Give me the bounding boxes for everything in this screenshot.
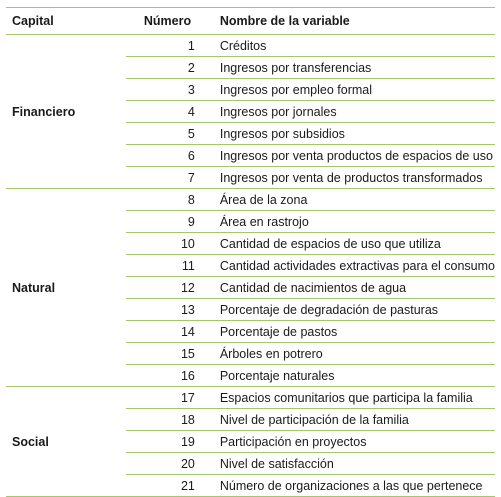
number-cell: 8 [126,189,205,211]
variable-name-cell: Cantidad actividades extractivas para el consumo [205,255,495,277]
table-row [6,189,495,211]
number-cell: 16 [126,365,205,387]
variable-name-cell: Porcentaje naturales [205,365,495,387]
number-cell: 21 [126,475,205,497]
number-cell: 1 [126,35,205,57]
variable-name-cell: Porcentaje de degradación de pasturas [205,299,495,321]
variable-name-cell: Ingresos por subsidios [205,123,495,145]
number-cell: 20 [126,453,205,475]
number-cell: 18 [126,409,205,431]
variable-name-cell: Ingresos por jornales [205,101,495,123]
number-cell: 14 [126,321,205,343]
table-header-row [6,8,495,35]
header-numero: Número [126,8,205,35]
variable-name-cell: Nivel de satisfacción [205,453,495,475]
table-row [6,387,495,409]
number-cell: 2 [126,57,205,79]
variable-name-cell: Área de la zona [205,189,495,211]
variable-name-cell: Ingresos por transferencias [205,57,495,79]
variable-name-cell: Cantidad de nacimientos de agua [205,277,495,299]
table-row [6,35,495,57]
variable-name-cell: Participación en proyectos [205,431,495,453]
number-cell: 17 [126,387,205,409]
number-cell: 10 [126,233,205,255]
number-cell: 13 [126,299,205,321]
variable-name-cell: Nivel de participación de la familia [205,409,495,431]
capital-cell: Natural [6,189,126,387]
header-variable: Nombre de la variable [205,8,495,35]
number-cell: 5 [126,123,205,145]
number-cell: 11 [126,255,205,277]
variable-name-cell: Créditos [205,35,495,57]
variables-table [6,7,495,497]
variable-name-cell: Árboles en potrero [205,343,495,365]
number-cell: 6 [126,145,205,167]
number-cell: 9 [126,211,205,233]
number-cell: 7 [126,167,205,189]
number-cell: 3 [126,79,205,101]
table-body [6,35,495,497]
variable-name-cell: Espacios comunitarios que participa la familia [205,387,495,409]
header-capital: Capital [6,8,126,35]
variable-name-cell: Ingresos por venta productos de espacios de uso [205,145,495,167]
variable-name-cell: Porcentaje de pastos [205,321,495,343]
variable-name-cell: Ingresos por empleo formal [205,79,495,101]
variable-name-cell: Ingresos por venta de productos transformados [205,167,495,189]
variable-name-cell: Número de organizaciones a las que pertenece [205,475,495,497]
variable-name-cell: Área en rastrojo [205,211,495,233]
capital-cell: Social [6,387,126,497]
variable-name-cell: Cantidad de espacios de uso que utiliza [205,233,495,255]
number-cell: 12 [126,277,205,299]
capital-cell: Financiero [6,35,126,189]
number-cell: 15 [126,343,205,365]
number-cell: 4 [126,101,205,123]
number-cell: 19 [126,431,205,453]
